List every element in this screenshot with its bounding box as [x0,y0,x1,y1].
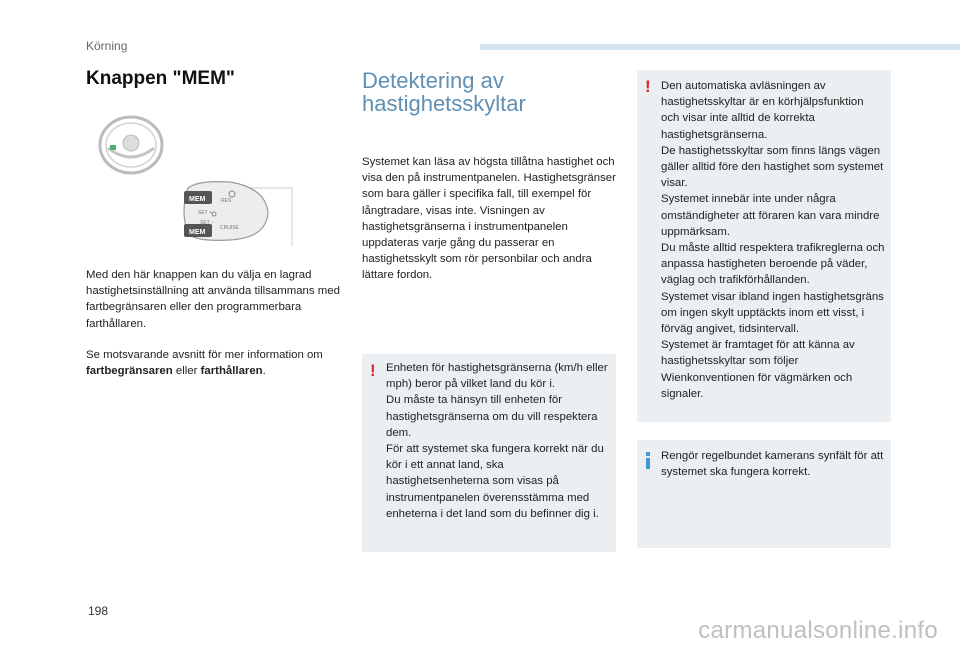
link-cruise-control: farthållaren [200,365,263,378]
header-accent-bar [480,44,960,50]
svg-text:RES: RES [221,198,232,204]
watermark: carmanualsonline.info [698,617,938,644]
info-box-camera [637,440,891,548]
section-label: Körning [86,39,128,53]
info-icon [646,452,650,469]
mem-heading: Knappen "MEM" [86,68,235,89]
svg-text:SET +: SET + [198,210,212,216]
detection-heading: Detektering av hastighetsskyltar [362,68,526,116]
page-number: 198 [88,604,109,618]
cruise-control-stalk [184,182,292,246]
svg-text:CRUISE: CRUISE [220,225,239,231]
svg-text:MEM: MEM [189,196,206,203]
warning-text-units: Enheten för hastighetsgränserna (km/h eller mph) beror på vilket land du kör i. Du måste ta hänsyn till enheten för hastighetsgränserna om du vill respektera dem. För att systemet ska fungera korrekt när du kör i ett annat land, ska hastighetsenheterna som visas på instrumentpanelen överensstämma med enheterna i det land som du befinner dig i. [386,362,608,520]
warning-icon: ! [370,361,376,380]
info-text-camera: Rengör regelbundet kamerans synfält för att systemet ska fungera korrekt. [661,450,884,479]
warning-text-limitations: Den automatiska avläsningen av hastighetsskyltar är en körhjälpsfunktion och visar inte alltid de korrekta hastighetsgränserna. De hastighetsskyltar som finns längs vägen gäller alltid före den hastighet som systemet visar. Systemet innebär inte under några omständigheter att föraren kan vara mindre uppmärksam. Du måste alltid respektera trafikreglerna och anpassa hastigheten beroende på väder, väglag och trafikförhållanden. Systemet visar ibland ingen hastighetsgräns om ingen skylt upptäckts inom ett visst, i förväg angivet, tidsintervall. Systemet är framtaget för att känna av hastighetsskyltar som följer Wienkonventionen för vägmärken och signaler. [661,80,885,400]
detection-intro: Systemet kan läsa av högsta tillåtna hastighet och visa den på instrumentpanelen. Hastighetsgränser som bara gäller i specifika fall, till exempel för långtradare, visas inte. Visningen av hastighetsgränserna i instrumentpanelen uppdateras varje gång du passerar en hastighetsskylt som rör personbilar och andra lättare fordon. [362,156,616,282]
svg-text:SET -: SET - [200,220,213,226]
mem-reference: Se motsvarande avsnitt för mer information om fartbegränsaren eller farthållaren. [86,349,323,378]
steering-wheel-icon [100,117,162,173]
svg-text:MEM: MEM [189,229,206,236]
warning-box-units [362,354,616,552]
warning-box-limitations [637,70,891,422]
link-speed-limiter: fartbegränsaren [86,365,173,378]
steering-control-illustration [86,108,326,253]
mem-description: Med den här knappen kan du välja en lagrad hastighetsinställning att använda tillsammans med fartbegränsaren eller den programmerbara farthållaren. [86,269,340,330]
warning-icon: ! [645,77,651,96]
